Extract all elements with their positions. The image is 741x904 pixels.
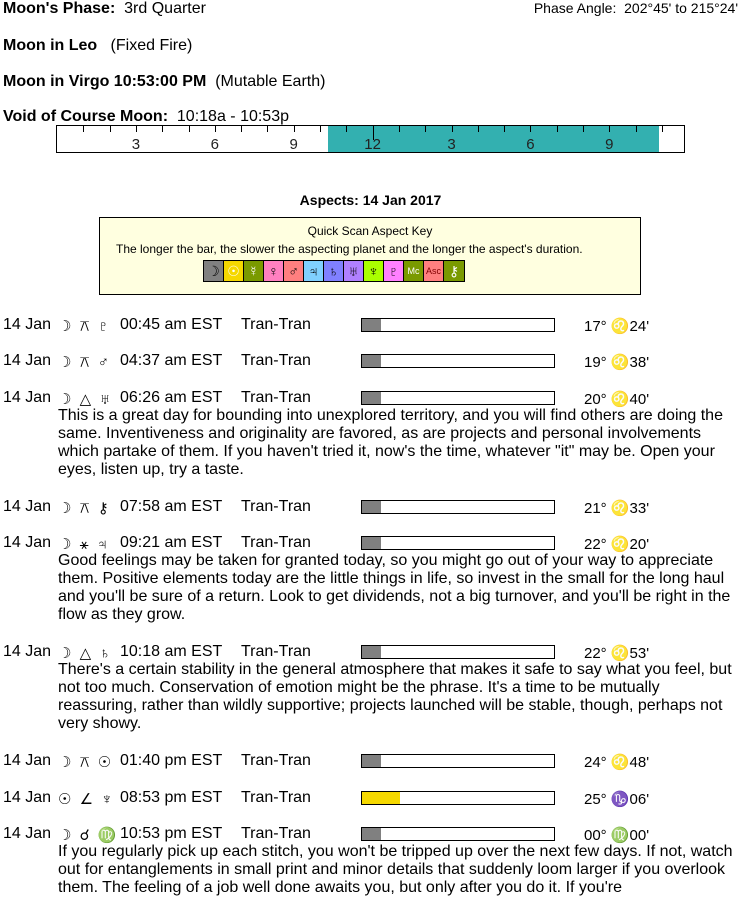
sun-key-icon: ☉ [224, 261, 244, 281]
aspect-type: Tran-Tran [241, 316, 311, 333]
aspect-position: 20° ♌40' [584, 391, 650, 408]
aspect-duration-bar [361, 754, 555, 768]
timeline-hour-label: 3 [447, 136, 456, 153]
timeline-tick [425, 126, 426, 132]
aspects-title: Aspects: 14 Jan 2017 [299, 192, 442, 208]
moon-phase-label: Moon's Phase: [3, 0, 116, 17]
aspect-type: Tran-Tran [241, 534, 311, 551]
aspect-glyphs-icon: ☽ △ ♄ [58, 645, 113, 662]
moon-sign-line [3, 37, 192, 55]
timeline-hour-label: 3 [131, 136, 141, 153]
aspect-date: 14 Jan [3, 789, 52, 806]
aspect-key-title: Quick Scan Aspect Key [307, 224, 433, 238]
aspect-duration-fill [362, 646, 381, 658]
aspect-position: 22° ♌53' [584, 645, 650, 662]
aspect-time: 00:45 am EST [120, 316, 223, 333]
aspect-date: 14 Jan [3, 498, 52, 515]
aspect-type: Tran-Tran [241, 643, 311, 660]
aspect-type: Tran-Tran [241, 389, 311, 406]
timeline-tick [267, 126, 268, 132]
aspect-duration-bar [361, 791, 555, 805]
chiron-key-icon: ⚷ [444, 261, 464, 281]
uranus-key-icon: ♅ [344, 261, 364, 281]
aspect-duration-fill [362, 828, 381, 840]
aspect-duration-bar [361, 354, 555, 368]
timeline-tick [320, 126, 321, 132]
timeline-hour-label: 9 [605, 136, 614, 153]
aspect-glyphs-icon: ☽ △ ♅ [58, 391, 113, 408]
timeline-tick [530, 126, 531, 132]
aspect-duration-fill [362, 392, 381, 404]
voc-line [3, 108, 289, 126]
aspect-interpretation: If you regularly pick up each stitch, you won't be tripped up over the next few days. If not, watch out for entanglements in small print and minor details that suddenly loom larger if you overlook them. The feeling of a job well done awaits you, but only after you do it. If you're [58, 843, 733, 896]
timeline-tick [189, 126, 190, 132]
aspect-date: 14 Jan [3, 352, 52, 369]
timeline-tick [241, 126, 242, 132]
mars-key-icon: ♂ [284, 261, 304, 281]
aspect-glyphs-icon: ☽ ⚻ ⚷ [58, 500, 111, 517]
aspect-glyphs-icon: ☽ ☌ ♍ [58, 827, 119, 844]
neptune-key-icon: ♆ [364, 261, 384, 281]
aspect-date: 14 Jan [3, 643, 52, 660]
mercury-key-icon: ☿ [244, 261, 264, 281]
timeline-tick [215, 126, 216, 132]
aspect-position: 17° ♌24' [584, 318, 650, 335]
timeline-tick [636, 126, 637, 132]
timeline-tick [557, 126, 558, 132]
aspect-type: Tran-Tran [241, 825, 311, 842]
aspect-time: 01:40 pm EST [120, 752, 223, 769]
voc-value: 10:18a - 10:53p [176, 108, 289, 125]
aspect-key-box [99, 217, 641, 295]
aspect-duration-fill [362, 792, 400, 804]
aspect-time: 07:58 am EST [120, 498, 223, 515]
voc-label: Void of Course Moon: [3, 108, 169, 125]
phase-angle-label: Phase Angle: [533, 0, 617, 16]
aspect-date: 14 Jan [3, 534, 52, 551]
timeline-tick [346, 126, 347, 132]
aspect-duration-bar [361, 500, 555, 514]
void-of-course-timeline [56, 125, 685, 153]
moon-phase-value: 3rd Quarter [124, 0, 206, 17]
aspect-position: 24° ♌48' [584, 754, 650, 771]
aspect-glyphs-icon: ☽ ⚻ ♂ [58, 354, 112, 371]
timeline-tick [136, 126, 137, 132]
timeline-tick [504, 126, 505, 132]
timeline-tick [294, 126, 295, 132]
aspect-position: 00° ♍00' [584, 827, 650, 844]
aspect-time: 09:21 am EST [120, 534, 223, 551]
timeline-tick [452, 126, 453, 132]
aspect-key-legend [203, 260, 465, 282]
aspect-duration-fill [362, 755, 381, 767]
moon-ingress-line [3, 73, 325, 91]
pluto-key-icon: ♇ [384, 261, 404, 281]
aspect-time: 04:37 am EST [120, 352, 223, 369]
timeline-hour-label: 12 [364, 136, 381, 153]
aspect-time: 08:53 pm EST [120, 789, 223, 806]
aspect-interpretation: There's a certain stability in the general atmosphere that makes it safe to say what you feel, but not too much. Conservation of emotion might be the phrase. It's a time to be mutually reassuring, rather than wildly supportive; projects launched will be stable, though, perhaps not very showy. [58, 661, 732, 732]
aspect-type: Tran-Tran [241, 498, 311, 515]
moon-phase-line [3, 0, 206, 18]
aspect-interpretation: This is a great day for bounding into unexplored territory, and you will find others are doing the same. Inventiveness and originality are favored, as are projects and personal involvements which partake of them. If you haven't tried it, now's the time, whatever "it" may be. Open your eyes, listen up, try a taste. [58, 407, 723, 478]
aspect-duration-fill [362, 501, 381, 513]
aspect-position: 21° ♌33' [584, 500, 650, 517]
aspect-time: 10:18 am EST [120, 643, 223, 660]
aspect-type: Tran-Tran [241, 352, 311, 369]
aspect-position: 19° ♌38' [584, 354, 650, 371]
aspect-duration-bar [361, 536, 555, 550]
aspect-type: Tran-Tran [241, 752, 311, 769]
aspect-glyphs-icon: ☽ ⚹ ♃ [58, 536, 111, 553]
timeline-hour-label: 9 [289, 136, 298, 153]
timeline-tick [399, 126, 400, 132]
aspect-date: 14 Jan [3, 389, 52, 406]
moon-ingress-quality: (Mutable Earth) [215, 73, 326, 90]
aspect-date: 14 Jan [3, 752, 52, 769]
aspect-position: 25° ♑06' [584, 791, 650, 808]
moon-sign-quality: (Fixed Fire) [110, 37, 193, 54]
timeline-hour-label: 6 [210, 136, 219, 153]
aspect-position: 22° ♌20' [584, 536, 650, 553]
timeline-tick [662, 126, 663, 132]
aspect-duration-bar [361, 645, 555, 659]
aspect-duration-fill [362, 319, 381, 331]
aspect-duration-fill [362, 537, 381, 549]
aspect-date: 14 Jan [3, 316, 52, 333]
aspect-duration-bar [361, 318, 555, 332]
timeline-tick [162, 126, 163, 132]
jupiter-key-icon: ♃ [304, 261, 324, 281]
aspect-duration-fill [362, 355, 381, 367]
saturn-key-icon: ♄ [324, 261, 344, 281]
aspect-interpretation: Good feelings may be taken for granted today, so you might go out of your way to appreciate them. Positive elements today are the little things in life, so invest in the small for the long haul and you'll be sure of a return. Look to get dividends, not a big turnover, and you'll be right in the flow as they grow. [58, 552, 731, 623]
mc-key-icon: Mc [404, 261, 424, 281]
aspect-date: 14 Jan [3, 825, 52, 842]
aspect-glyphs-icon: ☽ ⚻ ☉ [58, 754, 114, 771]
timeline-tick [583, 126, 584, 132]
venus-key-icon: ♀ [264, 261, 284, 281]
timeline-tick [478, 126, 479, 132]
asc-key-icon: Asc [424, 261, 444, 281]
timeline-tick [83, 126, 84, 132]
aspect-time: 06:26 am EST [120, 389, 223, 406]
aspect-glyphs-icon: ☽ ⚻ ♇ [58, 318, 112, 335]
phase-angle-value: 202°45' to 215°24' [624, 0, 738, 16]
timeline-hour-label: 6 [526, 136, 535, 153]
aspect-duration-bar [361, 827, 555, 841]
timeline-tick [110, 126, 111, 132]
moon-key-icon: ☽ [204, 261, 224, 281]
moon-sign-label: Moon in Leo [3, 37, 98, 54]
timeline-tick [609, 126, 610, 132]
moon-ingress-label: Moon in Virgo 10:53:00 PM [3, 73, 207, 90]
aspect-glyphs-icon: ☉ ∠ ♆ [58, 791, 115, 808]
phase-angle [534, 0, 738, 16]
aspect-time: 10:53 pm EST [120, 825, 223, 842]
aspect-duration-bar [361, 391, 555, 405]
aspect-key-description: The longer the bar, the slower the aspecting planet and the longer the aspect's duration. [116, 242, 583, 256]
aspect-type: Tran-Tran [241, 789, 311, 806]
